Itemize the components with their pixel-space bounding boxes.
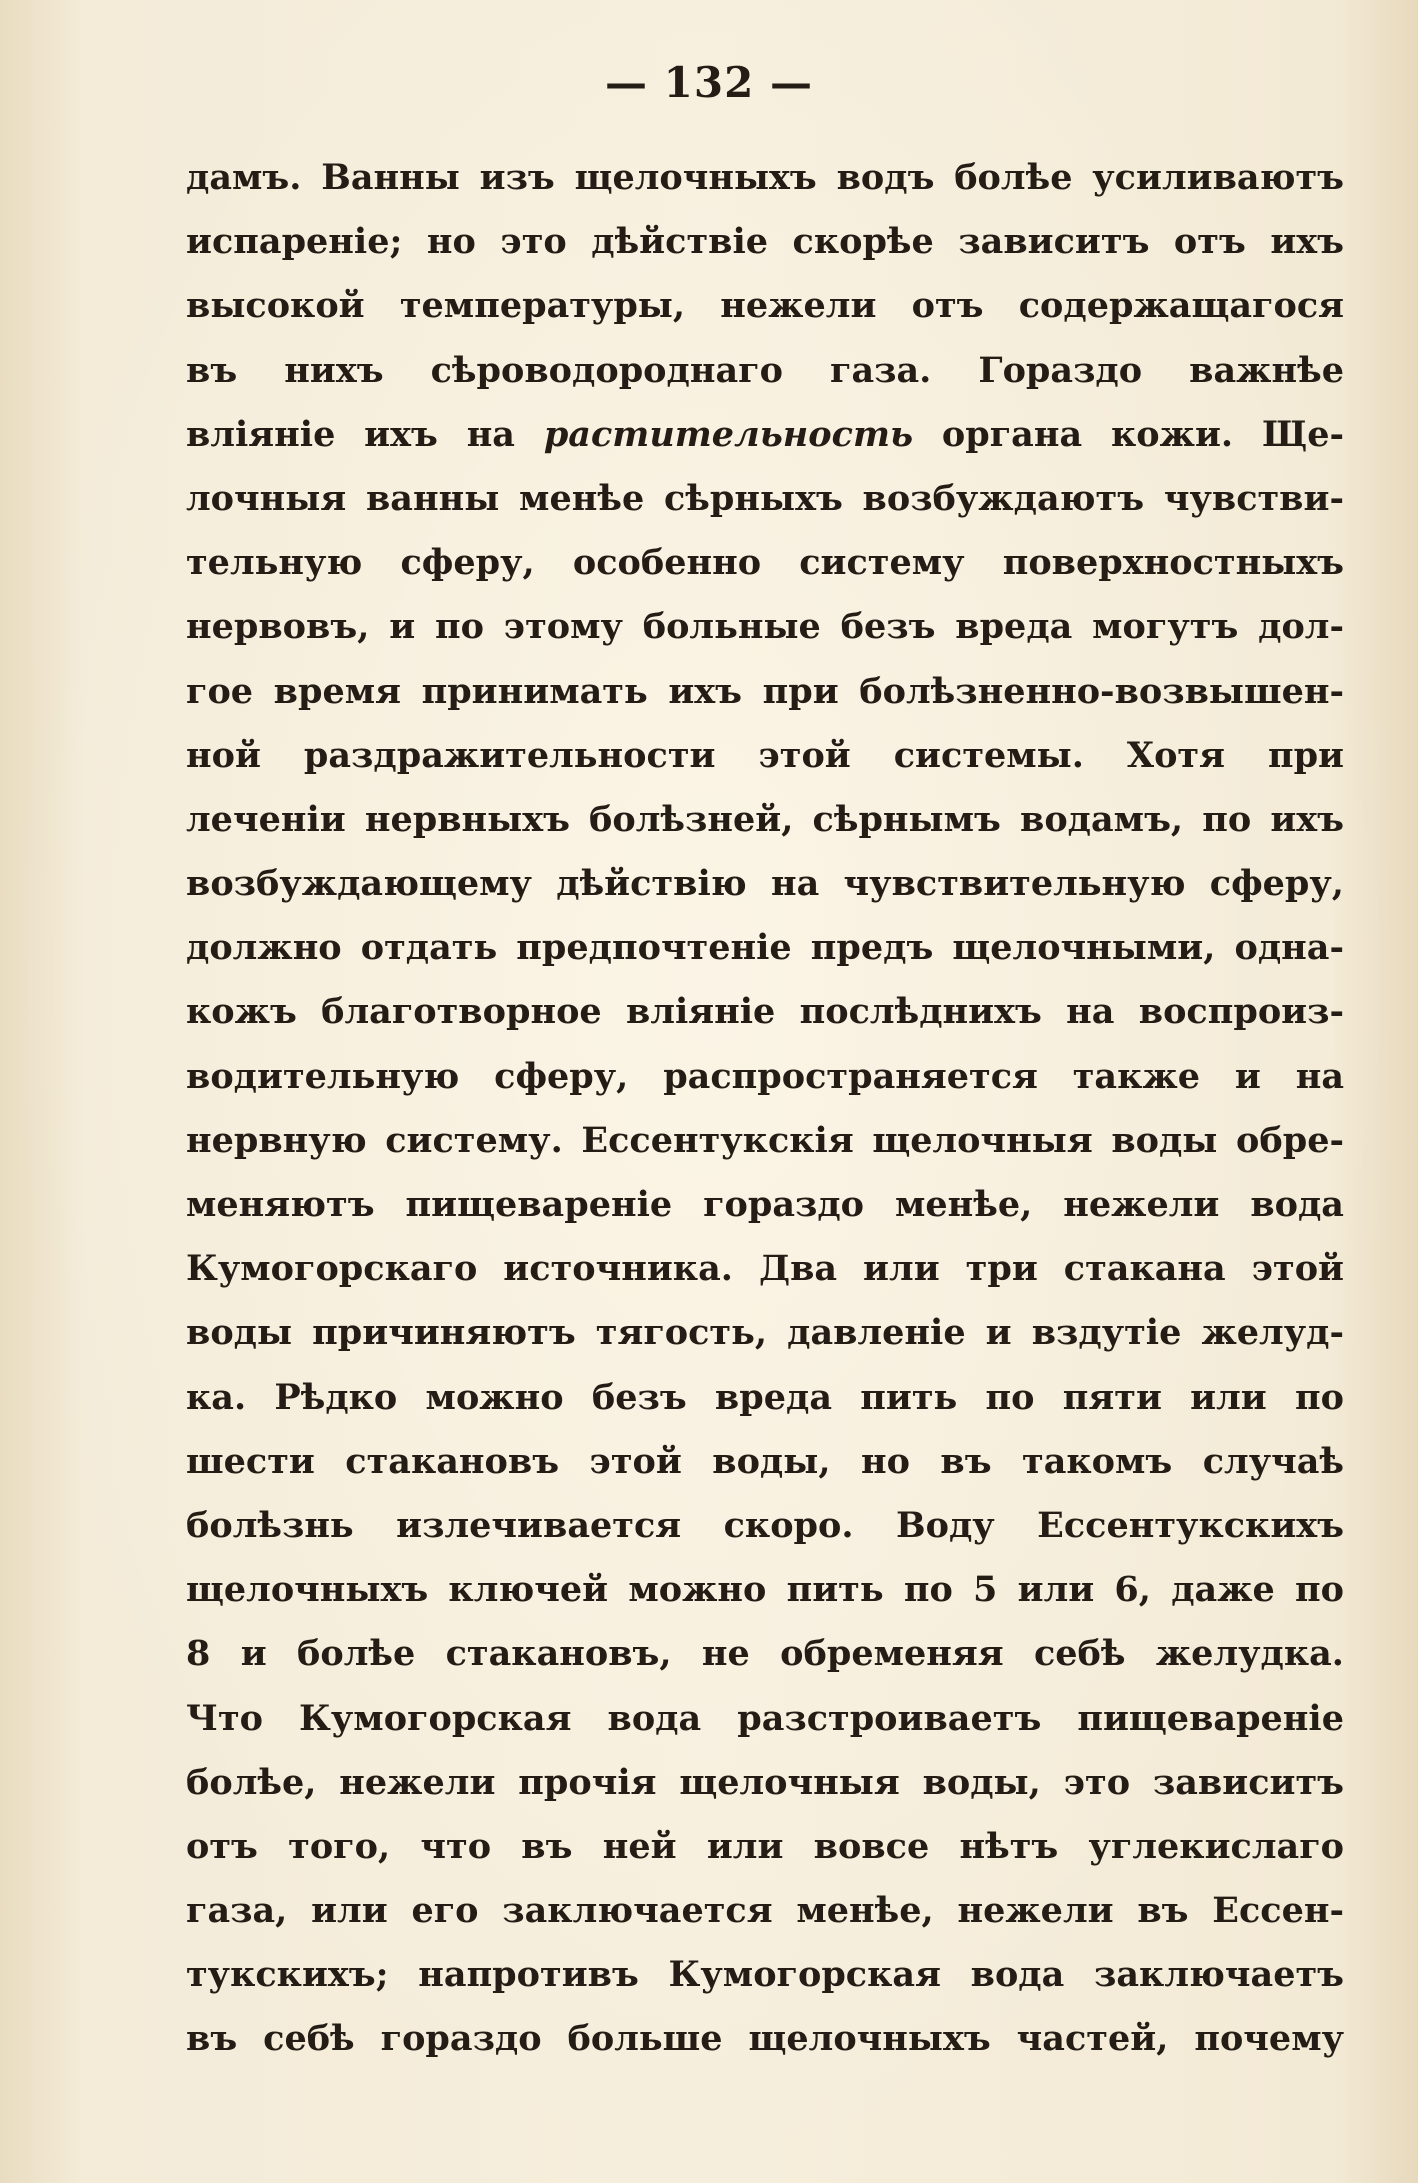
text-line: кожъ благотворное вліяніе послѣднихъ на воспроиз- [186, 991, 1344, 1033]
text-line: ной раздражительности этой системы. Хотя при [186, 734, 1344, 776]
text-line: воды причиняютъ тягость, давленіе и вздутіе желуд- [186, 1312, 1344, 1354]
text-fragment: органа кожи. Ще- [913, 413, 1344, 455]
text-line: дамъ. Ванны изъ щелочныхъ водъ болѣе усиливаютъ [186, 157, 1344, 198]
page-number: — 132 — [605, 58, 813, 107]
text-line: болѣзнь излечивается скоро. Воду Ессентукскихъ [186, 1504, 1344, 1546]
text-line: лочныя ванны менѣе сѣрныхъ возбуждаютъ чувстви- [186, 477, 1344, 519]
text-line: шести стакановъ этой воды, но въ такомъ случаѣ [186, 1440, 1344, 1482]
text-line: меняютъ пищевареніе гораздо менѣе, нежели вода [186, 1184, 1344, 1225]
text-line: гое время принимать ихъ при болѣзненно-возвышен- [186, 670, 1344, 712]
text-line: отъ того, что въ ней или вовсе нѣтъ углекислаго [186, 1825, 1344, 1867]
text-line: щелочныхъ ключей можно пить по 5 или 6, даже по [186, 1569, 1344, 1611]
text-line: 8 и болѣе стакановъ, не обременяя себѣ желудка. [186, 1633, 1344, 1675]
text-line: водительную сферу, распространяется также и на [186, 1055, 1344, 1097]
text-line: леченіи нервныхъ болѣзней, сѣрнымъ водамъ, по ихъ [186, 798, 1344, 840]
text-line: должно отдать предпочтеніе предъ щелочными, одна- [186, 927, 1344, 969]
text-line: ка. Рѣдко можно безъ вреда пить по пяти или по [186, 1376, 1344, 1418]
italic-emphasis: растительность [543, 413, 914, 455]
text-line: тукскихъ; напротивъ Кумогорская вода заключаетъ [186, 1954, 1344, 1996]
text-line: Кумогорскаго источника. Два или три стакана этой [186, 1248, 1344, 1290]
text-line: нервовъ, и по этому больные безъ вреда могутъ дол- [186, 606, 1344, 648]
body-text [186, 146, 1344, 2072]
text-line: нервную систему. Ессентукскія щелочныя воды обре- [186, 1119, 1344, 1161]
text-fragment: вліяніе ихъ на [186, 413, 544, 455]
text-line: болѣе, нежели прочія щелочныя воды, это зависитъ [186, 1761, 1344, 1803]
text-line: испареніе; но это дѣйствіе скорѣе зависитъ отъ ихъ [186, 221, 1344, 263]
text-line: тельную сферу, особенно систему поверхностныхъ [186, 542, 1344, 584]
text-line: возбуждающему дѣйствію на чувствительную сферу, [186, 863, 1344, 905]
text-line: высокой температуры, нежели отъ содержащагося [186, 285, 1344, 327]
text-line: въ себѣ гораздо больше щелочныхъ частей, почему [186, 2018, 1344, 2060]
text-line: въ нихъ сѣроводороднаго газа. Гораздо важнѣе [186, 349, 1344, 391]
text-line: газа, или его заключается менѣе, нежели въ Ессен- [186, 1890, 1344, 1932]
text-line-with-emphasis [186, 403, 1344, 467]
text-line: Что Кумогорская вода разстроиваетъ пищевареніе [186, 1697, 1344, 1739]
